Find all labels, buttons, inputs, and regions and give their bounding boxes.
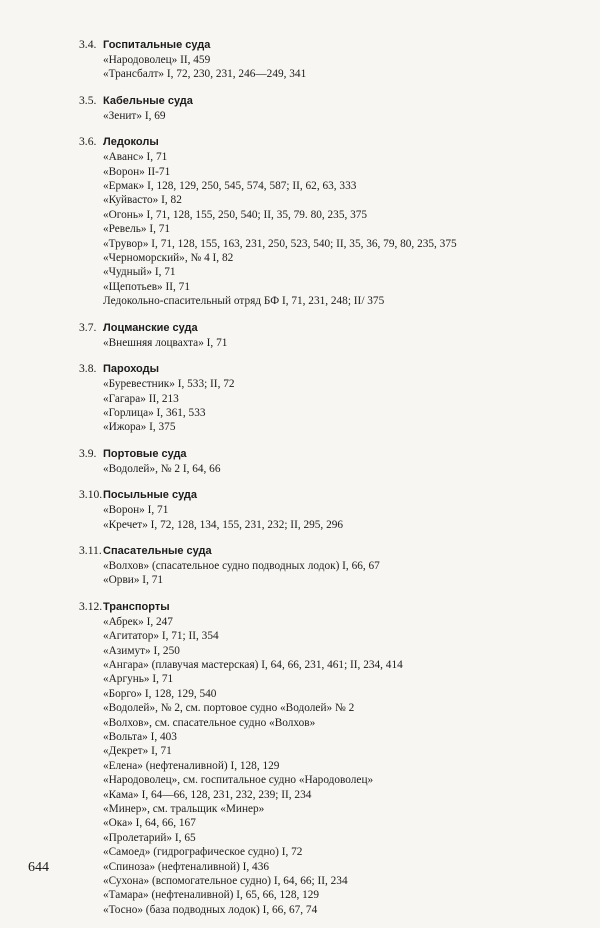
index-entry: «Горлица» I, 361, 533 (103, 406, 206, 419)
index-section (79, 446, 579, 476)
index-entry: «Трансбалт» I, 72, 230, 231, 246—249, 341 (103, 68, 307, 81)
index-entry: «Кречет» I, 72, 128, 134, 155, 231, 232; II, 295, 296 (103, 518, 344, 531)
index-entry: «Чудный» I, 71 (103, 266, 176, 279)
section-heading (79, 320, 579, 336)
index-section (79, 320, 579, 350)
index-entry: «Сухона» (вспомогательное судно) I, 64, 66; II, 234 (103, 875, 348, 888)
index-entry: «Ермак» I, 128, 129, 250, 545, 574, 587; II, 62, 63, 333 (103, 180, 357, 193)
section-number: 3.11. (79, 543, 102, 557)
section-heading (79, 37, 579, 53)
section-number: 3.4. (79, 38, 97, 51)
section-number: 3.7. (79, 320, 97, 334)
section-number: 3.12. (79, 599, 103, 613)
index-entry: «Водолей», № 2 I, 64, 66 (103, 462, 221, 475)
index-entry: «Ангара» (плавучая мастерская) I, 64, 66, 231, 461; II, 234, 414 (103, 658, 403, 671)
index-entry: «Спиноза» (нефтеналивной) I, 436 (103, 860, 270, 873)
index-entry: «Водолей», № 2, см. портовое судно «Водолей» № 2 (103, 702, 355, 715)
section-heading (79, 361, 579, 377)
section-heading (79, 134, 579, 150)
index-entry: «Декрет» I, 71 (103, 745, 172, 758)
index-section (79, 134, 579, 308)
index-entry: «Волхов», см. спасательное судно «Волхов» (103, 716, 316, 729)
index-entry: «Народоволец» II, 459 (103, 54, 211, 66)
section-title: Пароходы (103, 363, 159, 376)
index-entry: «Щепотьев» II, 71 (103, 280, 190, 293)
index-section (79, 361, 579, 435)
section-title: Лоцманские суда (103, 321, 198, 334)
index-sections (79, 37, 579, 928)
index-entry: «Огонь» I, 71, 128, 155, 250, 540; II, 35, 79. 80, 235, 375 (103, 208, 368, 221)
section-number: 3.10. (79, 488, 103, 502)
index-entry: «Ижора» I, 375 (103, 421, 176, 434)
index-section (79, 543, 579, 588)
index-entry: «Тосно» (база подводных лодок) I, 66, 67, 74 (103, 903, 318, 916)
index-entry: «Трувор» I, 71, 128, 155, 163, 231, 250, 523, 540; II, 35, 36, 79, 80, 235, 375 (103, 237, 457, 250)
index-entry: «Ока» I, 64, 66, 167 (103, 817, 196, 830)
index-entry: «Борго» I, 128, 129, 540 (103, 687, 217, 700)
entry-list (79, 615, 579, 918)
entry-list (79, 336, 579, 350)
section-title: Транспорты (103, 600, 170, 613)
section-title: Кабельные суда (103, 94, 193, 107)
index-entry: «Народоволец», см. госпитальное судно «Народоволец» (103, 774, 374, 787)
index-entry: «Буревестник» I, 533; II, 72 (103, 378, 235, 391)
index-entry: «Елена» (нефтеналивной) I, 128, 129 (103, 759, 280, 772)
section-number: 3.5. (79, 93, 97, 107)
page-number: 644 (28, 860, 49, 875)
index-entry: «Абрек» I, 247 (103, 615, 173, 628)
index-entry: «Ворон» I, 71 (103, 504, 169, 517)
section-title: Портовые суда (103, 447, 187, 460)
section-title: Госпитальные суда (103, 39, 211, 51)
entry-list (79, 377, 579, 435)
index-entry: «Вольта» I, 403 (103, 731, 177, 743)
entry-list (79, 462, 579, 476)
index-section (79, 37, 579, 82)
section-number: 3.6. (79, 135, 97, 149)
index-entry: «Волхов» (спасательное судно подводных лодок) I, 66, 67 (103, 559, 380, 572)
index-entry: «Тамара» (нефтеналивной) I, 65, 66, 128, 129 (103, 889, 320, 902)
index-entry: «Аргунь» I, 71 (103, 673, 174, 686)
entry-list (79, 150, 579, 308)
section-title: Спасательные суда (103, 544, 212, 557)
index-section (79, 93, 579, 123)
entry-list (79, 503, 579, 532)
section-heading (79, 543, 579, 559)
index-entry: «Куйвасто» I, 82 (103, 194, 182, 207)
index-entry: «Самоед» (гидрографическое судно) I, 72 (103, 846, 303, 859)
entry-list (79, 559, 579, 588)
index-entry: «Черноморский», № 4 I, 82 (103, 252, 234, 265)
index-entry: «Внешняя лоцвахта» I, 71 (103, 336, 228, 349)
section-title: Ледоколы (103, 136, 159, 149)
index-entry: «Гагара» II, 213 (103, 392, 179, 405)
index-entry: «Ворон» II-71 (103, 165, 171, 178)
index-entry: «Кама» I, 64—66, 128, 231, 232, 239; II, 234 (103, 788, 312, 801)
index-entry: «Пролетарий» I, 65 (103, 831, 196, 844)
index-entry: Ледокольно-спасительный отряд БФ I, 71, 231, 248; II/ 375 (103, 295, 385, 308)
entry-list (79, 109, 579, 123)
section-heading (79, 446, 579, 462)
section-heading (79, 93, 579, 109)
section-number: 3.8. (79, 362, 97, 376)
index-entry: «Минер», см. тральщик «Минер» (103, 803, 265, 816)
index-entry: «Ревель» I, 71 (103, 223, 171, 236)
entry-list (79, 53, 579, 82)
index-entry: «Агитатор» I, 71; II, 354 (103, 630, 219, 643)
index-section (79, 599, 579, 918)
section-heading (79, 487, 579, 503)
index-entry: «Орви» I, 71 (103, 574, 164, 587)
section-number: 3.9. (79, 446, 97, 460)
section-title: Посыльные суда (103, 489, 198, 502)
index-entry: «Аванс» I, 71 (103, 151, 168, 164)
index-section (79, 487, 579, 532)
index-entry: «Азимут» I, 250 (103, 644, 180, 657)
index-entry: «Зенит» I, 69 (103, 109, 166, 122)
section-heading (79, 599, 579, 615)
